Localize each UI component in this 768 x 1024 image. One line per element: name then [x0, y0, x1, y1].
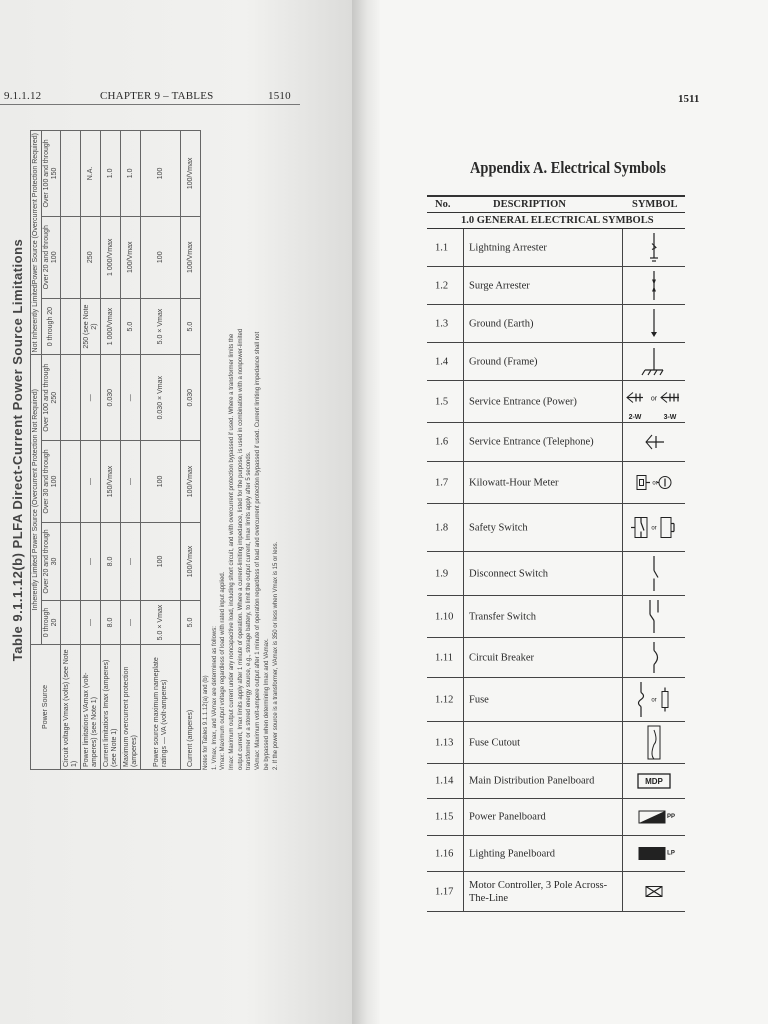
row-label: Current (amperes)	[181, 645, 201, 770]
note-line: transformer or a stored energy source, e.g., storage battery, to limit the output current, Imax limits apply after 5 seconds.	[246, 451, 253, 770]
table-row	[181, 131, 201, 770]
power-limitations-table	[30, 130, 201, 770]
table-row	[121, 131, 141, 770]
symbol-number: 1.10	[435, 611, 454, 622]
symbol-row	[427, 381, 685, 423]
symbol-number: 1.4	[435, 356, 449, 367]
note-line: Notes for Tables 9.1.1.12(a) and (b)	[203, 675, 209, 770]
table-cell: 100/Vmax	[181, 522, 201, 600]
ground-earth-icon	[622, 305, 686, 342]
table-cell: 8.0	[101, 601, 121, 645]
service-entrance-power-icon	[622, 381, 686, 422]
svg-text:3-W: 3-W	[663, 414, 677, 421]
safety-switch-icon-drawing	[623, 504, 686, 551]
svg-text:MDP: MDP	[645, 777, 663, 786]
column-divider	[463, 799, 464, 835]
svg-text:LP: LP	[667, 850, 675, 857]
symbol-row	[427, 799, 685, 836]
column-divider	[463, 462, 464, 503]
table-cell	[61, 441, 81, 523]
table-cell	[61, 216, 81, 298]
circuit-breaker-icon-drawing	[623, 638, 686, 677]
column-divider	[463, 638, 464, 677]
symbol-row	[427, 343, 685, 381]
disconnect-switch-icon-drawing	[623, 552, 686, 595]
column-header: Over 30 and through 100	[42, 441, 61, 523]
table-cell: —	[121, 601, 141, 645]
table-cell: —	[121, 355, 141, 441]
symbol-description: Fuse Cutout	[469, 736, 521, 748]
kilowatt-hour-meter-icon	[622, 462, 686, 503]
symbol-description: Disconnect Switch	[469, 567, 549, 579]
table-cell: —	[81, 441, 101, 523]
table-cell: 100	[141, 522, 181, 600]
kilowatt-hour-meter-icon-drawing	[623, 462, 686, 503]
table-cell: 100/Vmax	[121, 216, 141, 298]
main-distribution-panelboard-icon-drawing	[623, 764, 686, 798]
inherently-limited-header: Inherently Limited Power Source (Overcurrent Protection Not Required)	[31, 355, 42, 645]
symbols-table-header	[427, 195, 685, 213]
column-divider	[463, 678, 464, 721]
power-panelboard-icon-drawing	[623, 799, 686, 835]
lightning-arrester-icon	[622, 229, 686, 266]
symbol-row	[427, 678, 685, 722]
left-page-number: 1510	[268, 90, 291, 102]
symbol-row	[427, 596, 685, 638]
table-cell: 5.0	[121, 298, 141, 355]
symbol-description: Service Entrance (Telephone)	[469, 436, 594, 448]
column-divider	[463, 229, 464, 266]
transfer-switch-icon-drawing	[623, 596, 686, 637]
note-line: 1. Vmax, Imax, and VAmax are determined as follows:	[211, 626, 218, 770]
symbol-number: 1.1	[435, 242, 449, 253]
main-distribution-panelboard-icon	[622, 764, 686, 798]
column-divider	[463, 764, 464, 798]
table-title: Table 9.1.1.12(b) PLFA Direct-Current Power Source Limitations	[10, 238, 25, 662]
table-row	[101, 131, 121, 770]
table-cell: —	[121, 522, 141, 600]
symbol-number: 1.14	[435, 775, 454, 787]
symbol-description: Circuit Breaker	[469, 651, 535, 663]
svg-text:or: or	[651, 525, 657, 532]
symbol-description: Safety Switch	[469, 521, 528, 533]
right-page-number: 1511	[678, 93, 700, 105]
symbol-number: 1.9	[435, 568, 449, 579]
note-line: VAmax: Maximum volt-ampere output after 1 minute of operation regardless of load and overcurrent protection bypassed if used. Current limiting impedance shall not	[255, 331, 262, 770]
column-divider	[463, 423, 464, 461]
fuse-icon-drawing	[623, 678, 686, 721]
symbol-description: Main Distribution Panelboard	[469, 775, 595, 787]
book-gutter	[352, 0, 380, 1024]
lightning-arrester-icon-drawing	[623, 229, 686, 266]
lighting-panelboard-icon	[622, 836, 686, 871]
table-row	[61, 131, 81, 770]
table-cell: 100/Vmax	[181, 131, 201, 217]
symbol-number: 1.7	[435, 477, 449, 488]
table-cell	[61, 601, 81, 645]
power-panelboard-icon	[622, 799, 686, 835]
table-row	[141, 131, 181, 770]
surge-arrester-icon-drawing	[623, 267, 686, 304]
note-line: 2. If the power source is a transformer, VAmax is 350 or less when Vmax is 15 or less.	[272, 541, 279, 770]
row-label: Current limitations Imax (amperes) (see Note 1)	[101, 645, 121, 770]
column-divider	[463, 343, 464, 380]
table-cell: 100	[141, 216, 181, 298]
not-inherently-limited-header: Not Inherently LimitedPower Source (Overcurrent Protection Required)	[31, 131, 42, 355]
fuse-cutout-icon-drawing	[623, 722, 686, 763]
symbol-number: 1.16	[435, 848, 454, 859]
row-label: Power source maximum nameplate ratings — VA (volt-amperes)	[141, 645, 181, 770]
table-body	[61, 131, 201, 770]
table-cell: —	[81, 522, 101, 600]
symbol-row	[427, 764, 685, 799]
power-source-header: Power Source	[31, 645, 61, 770]
svg-text:or: or	[652, 480, 658, 487]
symbol-description: Lightning Arrester	[469, 241, 547, 253]
ground-frame-icon	[622, 343, 686, 380]
symbol-number: 1.11	[435, 652, 453, 663]
symbol-description: Service Entrance (Power)	[469, 395, 577, 407]
table-cell: 100	[141, 131, 181, 217]
symbol-row	[427, 872, 685, 912]
table-cell: 5.0 × Vmax	[141, 298, 181, 355]
table-cell: 5.0	[181, 601, 201, 645]
symbol-description: Lighting Panelboard	[469, 847, 556, 859]
ground-earth-icon-drawing	[623, 305, 686, 342]
service-entrance-telephone-icon-drawing	[623, 423, 686, 461]
column-divider	[463, 722, 464, 763]
table-cell	[61, 131, 81, 217]
column-divider	[463, 552, 464, 595]
symbol-number: 1.17	[435, 886, 454, 897]
symbol-row	[427, 305, 685, 343]
table-notes	[202, 110, 280, 770]
column-symbol-header: SYMBOL	[632, 199, 678, 210]
column-divider	[463, 504, 464, 551]
table-cell	[61, 298, 81, 355]
row-label: Circuit voltage Vmax (volts) (see Note 1)	[61, 645, 81, 770]
table-cell	[61, 355, 81, 441]
column-header: Over 20 and through 30	[42, 522, 61, 600]
note-line: Vmax: Maximum output voltage regardless of load with rated input applied.	[220, 571, 227, 770]
symbol-row	[427, 638, 685, 678]
service-entrance-telephone-icon	[622, 423, 686, 461]
note-line: be bypassed when determining Imax and VAmax.	[263, 638, 270, 770]
electrical-symbols-table	[427, 195, 685, 912]
column-header: Over 100 and through 250	[42, 355, 61, 441]
disconnect-switch-icon	[622, 552, 686, 595]
symbol-description: Fuse	[469, 693, 489, 705]
section-number: 9.1.1.12	[4, 90, 42, 102]
column-header: 0 through 20	[42, 298, 61, 355]
symbol-row	[427, 267, 685, 305]
transfer-switch-icon	[622, 596, 686, 637]
symbol-description: Motor Controller, 3 Pole Across-The-Line	[469, 879, 608, 904]
right-page	[380, 0, 768, 1024]
circuit-breaker-icon	[622, 638, 686, 677]
table-cell: 5.0	[181, 298, 201, 355]
symbol-description: Transfer Switch	[469, 610, 536, 622]
table-cell: 8.0	[101, 522, 121, 600]
table-cell: 100/Vmax	[181, 441, 201, 523]
symbol-row	[427, 722, 685, 764]
lighting-panelboard-icon-drawing	[623, 836, 686, 871]
table-cell: —	[81, 355, 101, 441]
symbol-number: 1.3	[435, 318, 449, 329]
left-page	[0, 0, 352, 1024]
table-cell: 0.030 × Vmax	[141, 355, 181, 441]
rotated-table-block	[10, 50, 290, 770]
table-cell: 0.030	[101, 355, 121, 441]
column-no-header: No.	[435, 199, 451, 210]
appendix-title: Appendix A. Electrical Symbols	[470, 158, 666, 177]
symbol-number: 1.15	[435, 811, 454, 823]
ground-frame-icon-drawing	[623, 343, 686, 380]
table-cell: 5.0 × Vmax	[141, 601, 181, 645]
motor-controller-icon-drawing	[623, 872, 686, 911]
table-cell: 1 000/Vmax	[101, 298, 121, 355]
column-header: Over 20 and through 100	[42, 216, 61, 298]
symbol-number: 1.13	[435, 737, 454, 748]
table-cell: 1.0	[101, 131, 121, 217]
row-label: Maximum overcurrent protection (amperes)	[121, 645, 141, 770]
symbol-row	[427, 229, 685, 267]
table-cell: 100	[141, 441, 181, 523]
table-cell: 250 (see Note 2)	[81, 298, 101, 355]
column-header: Over 100 and through 150	[42, 131, 61, 217]
note-line: Imax: Maximum output current under any noncapacitive load, including short circuit, and with overcurrent protection bypassed if used. Where a transformer limits the	[229, 333, 236, 770]
table-cell: —	[81, 601, 101, 645]
table-cell: 150/Vmax	[101, 441, 121, 523]
column-divider	[463, 596, 464, 637]
motor-controller-icon	[622, 872, 686, 911]
symbol-row	[427, 552, 685, 596]
note-line: output current, Imax limits apply after 1 minute of operation. Where a current-limiting impedance, listed for the purpose, is used in combination with a nonpower-limited	[237, 328, 244, 770]
symbol-rows	[427, 229, 685, 912]
table-cell: N.A.	[81, 131, 101, 217]
table-cell: 1 000/Vmax	[101, 216, 121, 298]
symbol-number: 1.5	[435, 396, 449, 407]
symbol-description: Ground (Frame)	[469, 355, 538, 367]
symbol-number: 1.6	[435, 436, 449, 448]
column-divider	[463, 305, 464, 342]
column-divider	[463, 872, 464, 911]
table-cell: 0.030	[181, 355, 201, 441]
symbol-row	[427, 423, 685, 462]
symbol-description: Kilowatt-Hour Meter	[469, 476, 559, 488]
table-row	[81, 131, 101, 770]
fuse-icon	[622, 678, 686, 721]
symbol-description: Ground (Earth)	[469, 317, 534, 329]
column-header: 0 through 20	[42, 601, 61, 645]
table-cell	[61, 522, 81, 600]
svg-text:or: or	[650, 395, 658, 403]
section-heading: 1.0 GENERAL ELECTRICAL SYMBOLS	[427, 213, 685, 229]
symbol-number: 1.2	[435, 280, 449, 291]
symbol-number: 1.8	[435, 522, 449, 533]
chapter-header: CHAPTER 9 – TABLES	[100, 90, 214, 102]
service-entrance-power-icon-drawing	[623, 381, 686, 422]
svg-text:2-W: 2-W	[628, 414, 642, 421]
safety-switch-icon	[622, 504, 686, 551]
column-divider	[463, 267, 464, 304]
symbol-number: 1.12	[435, 694, 454, 705]
row-label: Power limitations VAmax (volt-amperes) (see Note 1)	[81, 645, 101, 770]
svg-text:or: or	[651, 697, 657, 704]
symbol-description: Power Panelboard	[469, 811, 546, 823]
fuse-cutout-icon	[622, 722, 686, 763]
table-cell: 250	[81, 216, 101, 298]
column-description-header: DESCRIPTION	[493, 199, 566, 210]
symbol-row	[427, 504, 685, 552]
svg-text:PP: PP	[666, 814, 676, 820]
symbol-row	[427, 836, 685, 872]
symbol-description: Surge Arrester	[469, 279, 530, 291]
column-divider	[463, 381, 464, 422]
symbol-row	[427, 462, 685, 504]
table-cell: 100/Vmax	[181, 216, 201, 298]
column-divider	[463, 836, 464, 871]
table-cell: 1.0	[121, 131, 141, 217]
table-cell: —	[121, 441, 141, 523]
surge-arrester-icon	[622, 267, 686, 304]
